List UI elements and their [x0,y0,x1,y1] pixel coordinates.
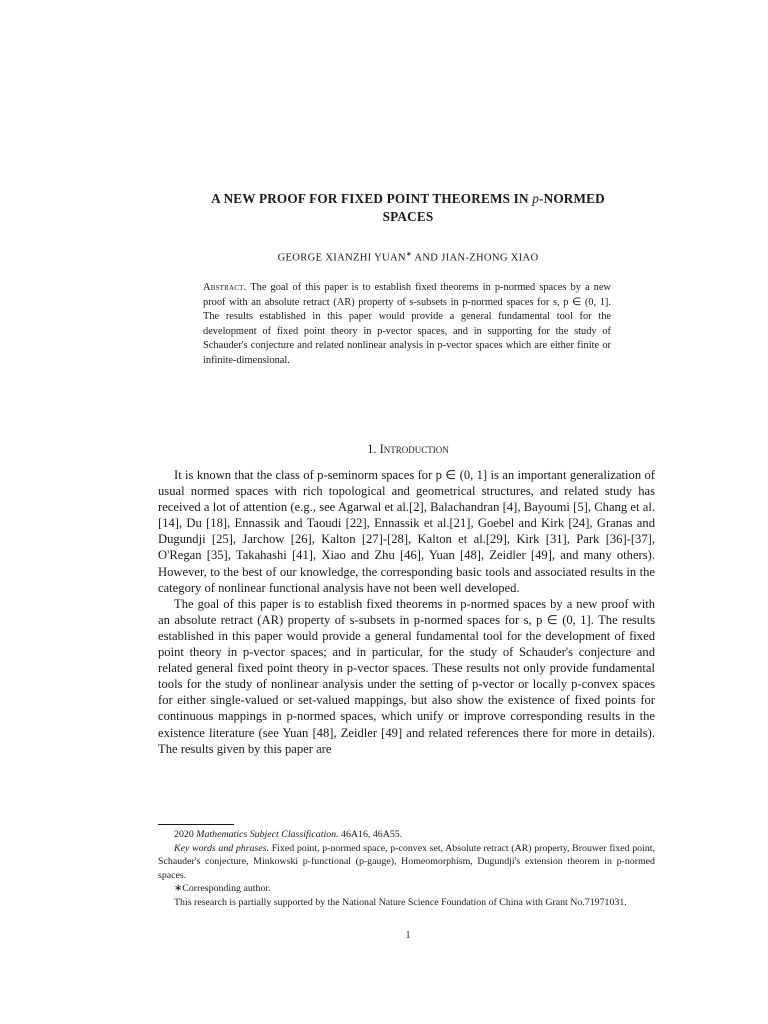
footnote-rule [158,824,234,825]
msc-label: Mathematics Subject Classification. [196,829,339,840]
msc-year: 2020 [174,829,194,840]
footnote-funding: This research is partially supported by the National Nature Science Foundation of China with Grant No.71971031. [174,896,627,908]
abstract [203,281,611,369]
footnote-msc [158,828,655,842]
title-line1-end: -NORMED [539,191,605,206]
footnote-keywords [158,842,655,883]
paper-title [150,190,666,226]
abstract-label: Abstract. [203,282,247,293]
abstract-text: The goal of this paper is to establish fixed theorems in p-normed spaces by a new proof with an absolute retract (AR) property of s-subsets in p-normed spaces for s, p ∈ (0, 1]. The results established in this paper would provide a general fundamental tool for the development of fixed point theory in p-vector spaces, and in supporting for the study of Schauder's conjecture and related nonlinear analysis in p-vector spaces which are either finite or infinite-dimensional. [203,282,611,366]
author-2: JIAN-ZHONG XIAO [441,252,539,264]
author-line [150,250,666,264]
msc-codes: 46A16, 46A55. [341,829,403,840]
author-connector: AND [412,252,442,264]
footnote-corresponding: ∗Corresponding author. [174,883,271,895]
title-line1: A NEW PROOF FOR FIXED POINT THEOREMS IN [211,191,529,206]
paragraph-2: The goal of this paper is to establish fixed theorems in p-normed spaces by a new proof with an absolute retract (AR) property of s-subsets in p-normed spaces for s, p ∈ (0, 1]. The results established in this paper would provide a general fundamental tool for the development of fixed point theory in p-vector spaces; and in particular, for the study of Schauder's conjecture and related general fixed point theory in p-vector spaces. These results not only provide fundamental tools for the study of nonlinear analysis under the setting of p-vector or locally p-convex spaces for either single-valued or set-valued mappings, but also show the existence of fixed points for continuous mappings in p-normed spaces, which unify or improve corresponding results in the existence literature (see Yuan [48], Zeidler [49] and related references there for more in details). The results given by this paper are [158,596,655,756]
title-line2: SPACES [382,209,434,224]
footnotes [158,828,655,910]
section-number: 1. [367,442,377,456]
keywords-label: Key words and phrases. [174,842,270,854]
section-heading [150,442,666,457]
section-title: Introduction [379,442,449,456]
author-1: GEORGE XIANZHI YUAN [277,252,406,264]
page-number: 1 [405,930,411,941]
corresponding-mark: ∗ [405,250,413,258]
title-p: p [532,191,540,206]
paragraph-1: It is known that the class of p-seminorm spaces for p ∈ (0, 1] is an important generalization of usual normed spaces with rich topological and geometrical structures, and related study has received a lot of attention (e.g., see Agarwal et al.[2], Balachandran [4], Bayoumi [5], Chang et al.[14], Du [18], Ennassik and Taoudi [22], Ennassik et al.[21], Goebel and Kirk [24], Granas and Dugundji [25], Jarchow [26], Kalton [27]-[28], Kalton et al.[29], Kirk [31], Park [36]-[37], O'Regan [35], Takahashi [41], Xiao and Zhu [46], Yuan [48], Zeidler [49], and many others). However, to the best of our knowledge, the corresponding basic tools and associated results in the category of nonlinear functional analysis have not been well developed. [158,468,655,595]
keywords-text: Fixed point, p-normed space, p-convex set, Absolute retract (AR) property, Brouwer fixed point, Schauder's conjecture, Minkowski p-functional (p-gauge), Homeomorphism, Dugundji's extension theorem in p-normed spaces. [158,842,656,881]
body-text [158,467,655,757]
